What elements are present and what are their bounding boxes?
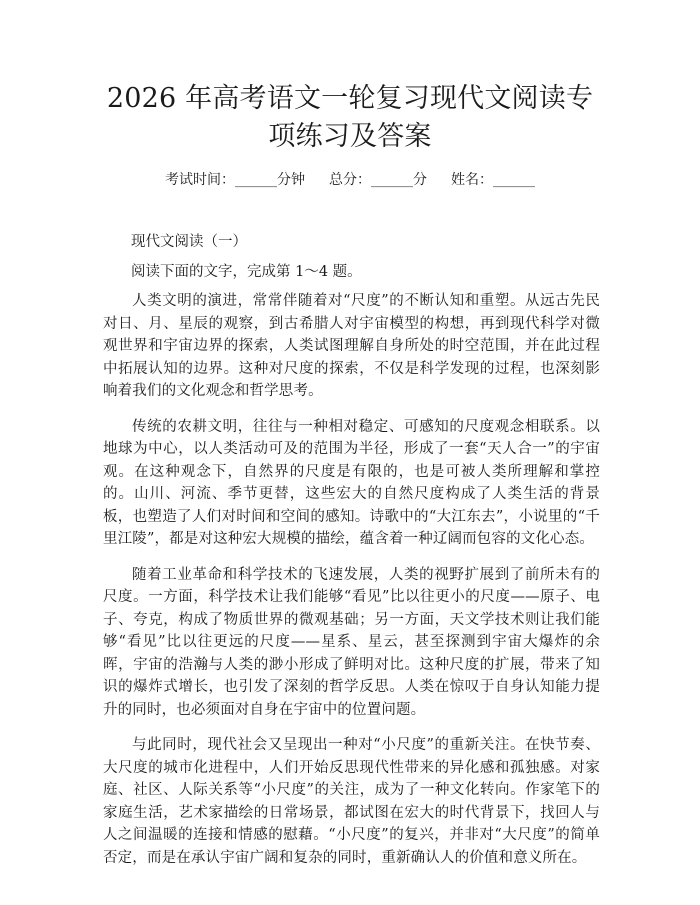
section-heading: 现代文阅读（一） bbox=[131, 234, 247, 250]
passage-paragraph-2: 传统的农耕文明，往往与一种相对稳定、可感知的尺度观念相联系。以地球为中心，以人类活动可及的范围为半径，形成了一套“天人合一”的宇宙观。在这种观念下，自然界的尺度是有限的，也是可被人类所理解和掌控的。山川、河流、季节更替，这些宏大的自然尺度构成了人类生活的背景板，也塑造了人们对时间和空间的感知。诗歌中的“大江东去”，小说里的“千里江陵”，都是对这种宏大规模的描绘，蕴含着一种辽阔而包容的文化心态。 bbox=[103, 418, 600, 547]
passage-paragraph-1: 人类文明的演进，常常伴随着对“尺度”的不断认知和重塑。从远古先民对日、月、星辰的观察，到古希腊人对宇宙模型的构想，再到现代科学对微观世界和宇宙边界的探索，人类试图理解自身所处的时空范围，并在此过程中拓展认知的边界。这种对尺度的探索，不仅是科学发现的过程，也深刻影响着我们的文化观念和哲学思考。 bbox=[103, 293, 600, 399]
document-title: 2026 年高考语文一轮复习现代文阅读专项练习及答案 bbox=[106, 83, 594, 152]
student-name-field: 姓名：______ bbox=[451, 172, 535, 188]
total-score-field: 总分：______分 bbox=[329, 172, 427, 188]
passage-paragraph-3: 随着工业革命和科学技术的飞速发展，人类的视野扩展到了前所未有的尺度。一方面，科学技术让我们能够“看见”比以往更小的尺度——原子、电子、夸克，构成了物质世界的微观基础；另一方面，天文学技术则让我们能够“看见”比以往更远的尺度——星系、星云，甚至探测到宇宙大爆炸的余晖，宇宙的浩瀚与人类的渺小形成了鲜明对比。这种尺度的扩展，带来了知识的爆炸式增长，也引发了深刻的哲学反思。人类在惊叹于自身认知能力提升的同时，也必须面对自身在宇宙中的位置问题。 bbox=[103, 566, 600, 718]
exam-time-field: 考试时间：______分钟 bbox=[165, 172, 305, 188]
exam-info-line bbox=[0, 171, 700, 189]
passage-paragraph-4: 与此同时，现代社会又呈现出一种对“小尺度”的重新关注。在快节奏、大尺度的城市化进程中，人们开始反思现代性带来的异化感和孤独感。对家庭、社区、人际关系等“小尺度”的关注，成为了一种文化转向。作家笔下的家庭生活，艺术家描绘的日常场景，都试图在宏大的时代背景下，找回人与人之间温暖的连接和情感的慰藉。“小尺度”的复兴，并非对“大尺度”的简单否定，而是在承认宇宙广阔和复杂的同时，重新确认人的价值和意义所在。 bbox=[103, 737, 600, 866]
reading-passage bbox=[103, 290, 600, 882]
reading-instruction: 阅读下面的文字，完成第 1～4 题。 bbox=[131, 264, 362, 280]
